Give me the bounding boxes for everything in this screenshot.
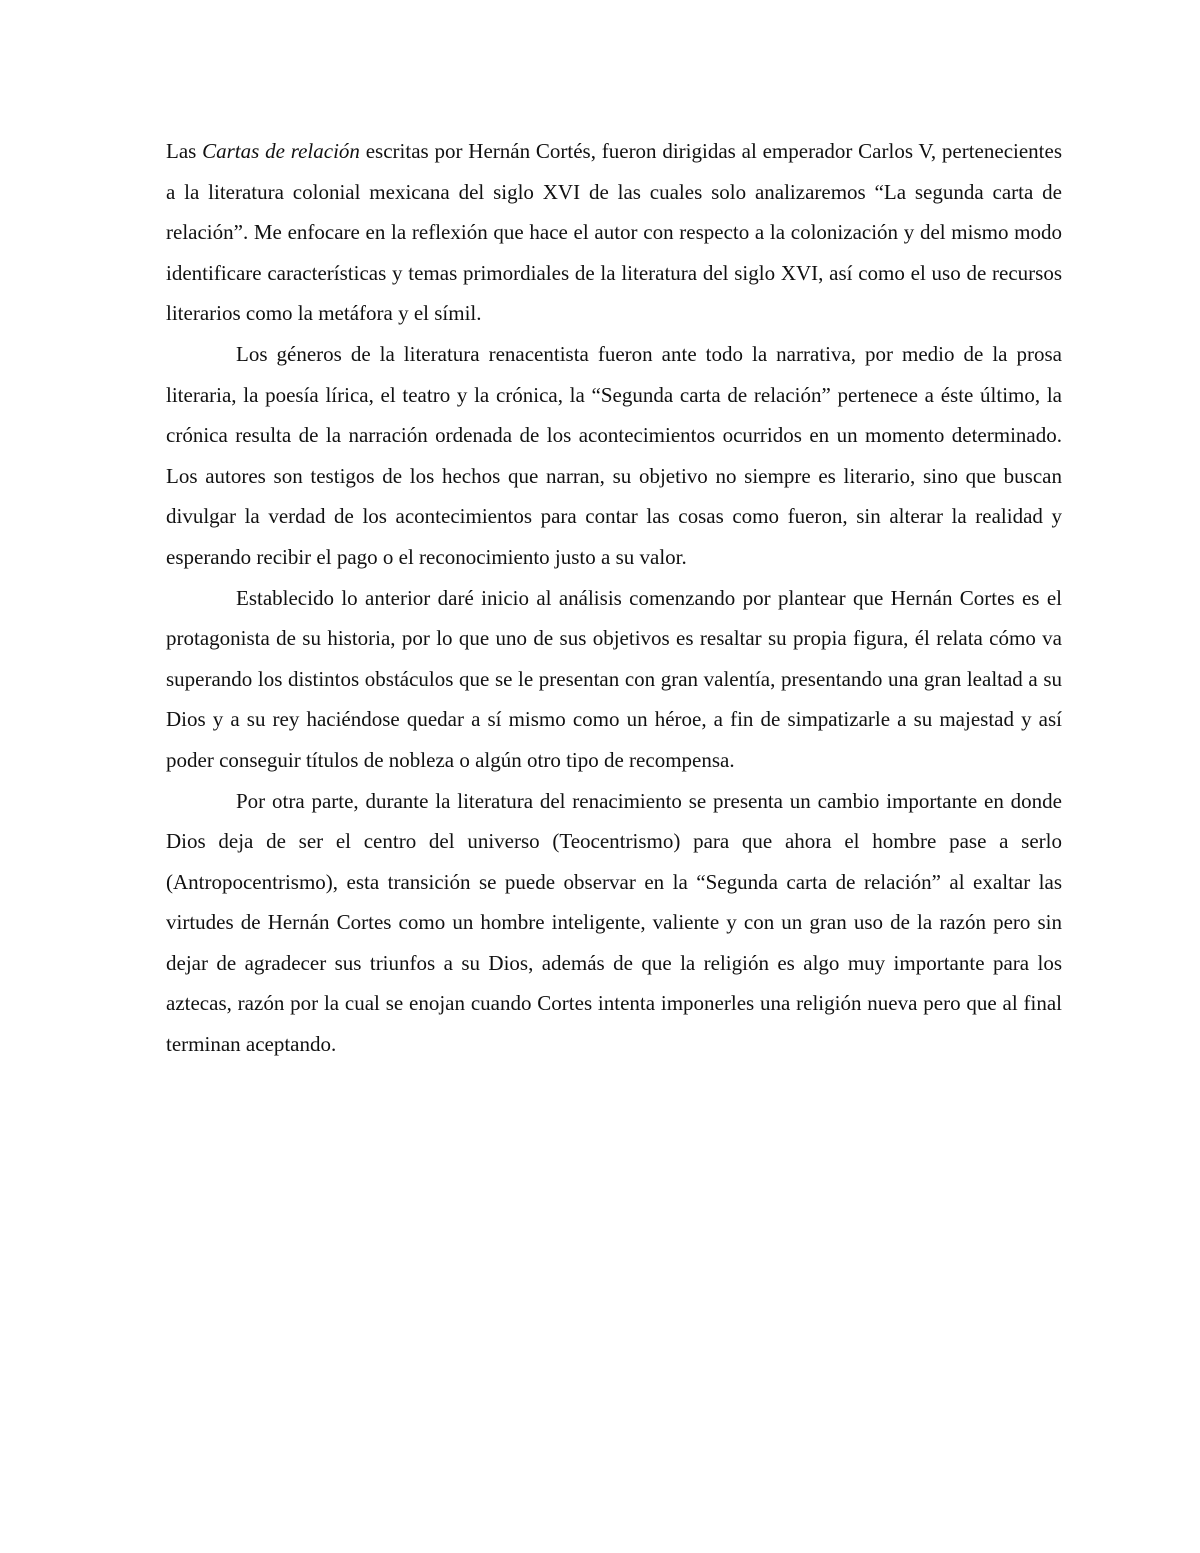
paragraph-1: [166, 131, 1062, 334]
paragraph-3: Establecido lo anterior daré inicio al análisis comenzando por plantear que Hernán Cortes es el protagonista de su historia, por lo que uno de sus objetivos es resaltar su propia figura, él relata cómo va superando los distintos obstáculos que se le presentan con gran valentía, presentando una gran lealtad a su Dios y a su rey haciéndose quedar a sí mismo como un héroe, a fin de simpatizarle a su majestad y así poder conseguir títulos de nobleza o algún otro tipo de recompensa.: [166, 585, 1062, 772]
document-body: [166, 131, 1062, 1065]
paragraph-4: Por otra parte, durante la literatura del renacimiento se presenta un cambio importante en donde Dios deja de ser el centro del universo (Teocentrismo) para que ahora el hombre pase a serlo (Antropocentrismo), esta transición se puede observar en la “Segunda carta de relación” al exaltar las virtudes de Hernán Cortes como un hombre inteligente, valiente y con un gran uso de la razón pero sin dejar de agradecer sus triunfos a su Dios, además de que la religión es algo muy importante para los aztecas, razón por la cual se enojan cuando Cortes intenta imponerles una religión nueva pero que al final terminan aceptando.: [166, 788, 1062, 1057]
book-title-italic: Cartas de relación: [202, 139, 360, 163]
paragraph-2: Los géneros de la literatura renacentista fueron ante todo la narrativa, por medio de la prosa literaria, la poesía lírica, el teatro y la crónica, la “Segunda carta de relación” pertenece a éste último, la crónica resulta de la narración ordenada de los acontecimientos ocurridos en un momento determinado. Los autores son testigos de los hechos que narran, su objetivo no siempre es literario, sino que buscan divulgar la verdad de los acontecimientos para contar las cosas como fueron, sin alterar la realidad y esperando recibir el pago o el reconocimiento justo a su valor.: [166, 341, 1062, 569]
paragraph-1-text: escritas por Hernán Cortés, fueron dirigidas al emperador Carlos V, pertenecientes a la literatura colonial mexicana del siglo XVI de las cuales solo analizaremos “La segunda carta de relación”. Me enfocare en la reflexión que hace el autor con respecto a la colonización y del mismo modo identificare características y temas primordiales de la literatura del siglo XVI, así como el uso de recursos literarios como la metáfora y el símil.: [166, 139, 1063, 326]
paragraph-1-lead: Las: [166, 139, 203, 163]
